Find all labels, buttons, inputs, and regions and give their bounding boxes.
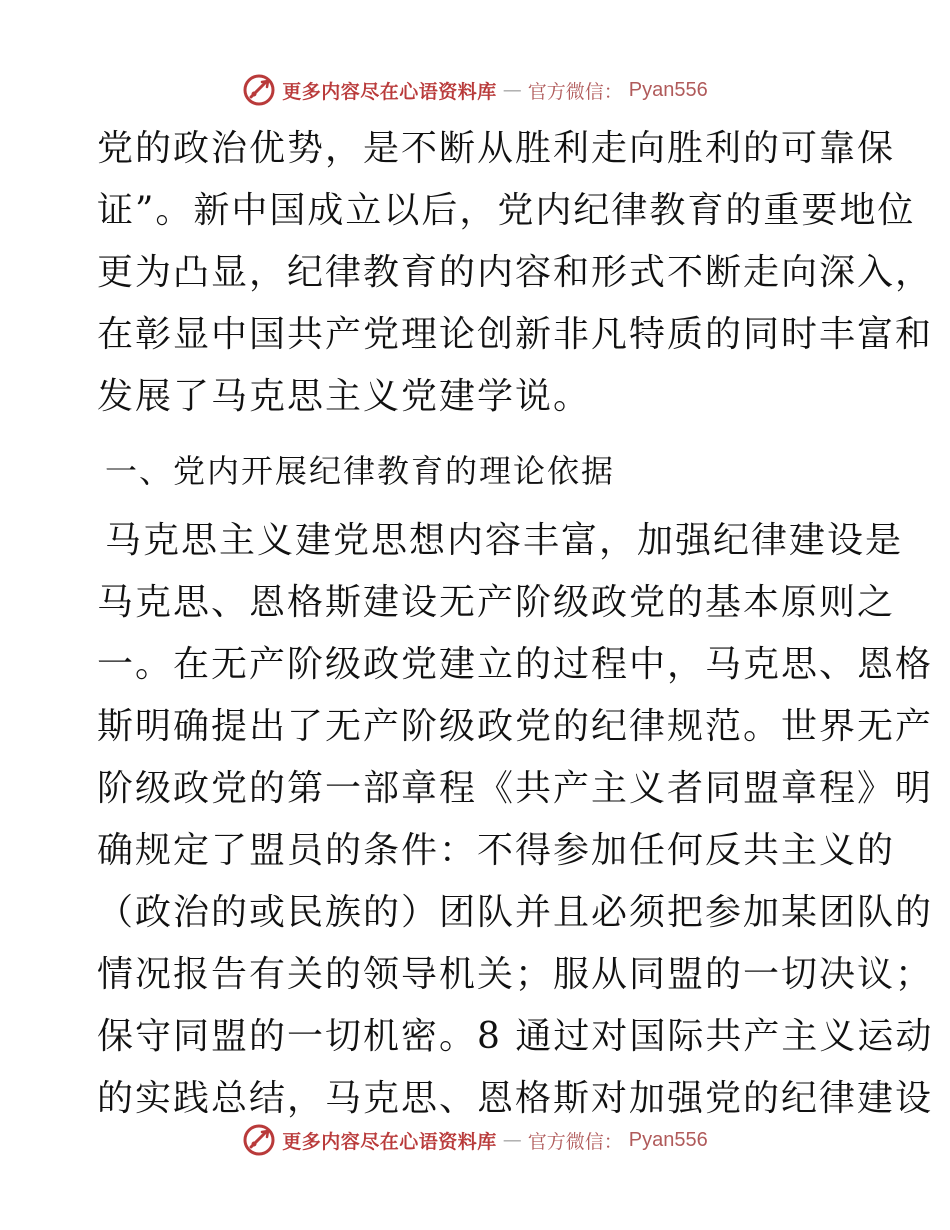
banner-dash: — (502, 1129, 522, 1151)
paragraph-2 (97, 510, 934, 1130)
text-line: 马克思、恩格斯建设无产阶级政党的基本原则之 (97, 582, 896, 623)
text-line: 党的政治优势，是不断从胜利走向胜利的可靠保 (97, 128, 896, 169)
text-line: 一。在无产阶级政党建立的过程中，马克思、恩格 (97, 644, 934, 685)
text-line: 情况报告有关的领导机关；服从同盟的一切决议； (97, 954, 934, 995)
brand-logo-icon (242, 1123, 276, 1157)
section-heading: 一、党内开展纪律教育的理论依据 (105, 452, 616, 490)
header-banner (0, 70, 950, 110)
text-line: （政治的或民族的）团队并且必须把参加某团队的 (97, 892, 934, 933)
text-line: 更为凸显，纪律教育的内容和形式不断走向深入， (97, 252, 934, 293)
text-line: 发展了马克思主义党建学说。 (97, 376, 592, 417)
text-line: 证”。新中国成立以后，党内纪律教育的重要地位 (97, 190, 916, 231)
banner-wechat-id: Pyan556 (628, 1128, 708, 1151)
brand-logo-icon (242, 73, 276, 107)
text-line: 在彰显中国共产党理论创新非凡特质的同时丰富和 (97, 314, 934, 355)
banner-wechat-label: 官方微信： (527, 80, 623, 103)
document-body (97, 118, 934, 1130)
text-line: 的实践总结，马克思、恩格斯对加强党的纪律建设 (97, 1078, 934, 1119)
text-line: 马克思主义建党思想内容丰富，加强纪律建设是 (105, 520, 904, 561)
footer-banner (0, 1120, 950, 1160)
banner-brand-text: 更多内容尽在心语资料库 (282, 80, 497, 103)
text-line: 确规定了盟员的条件：不得参加任何反共主义的 (97, 830, 896, 871)
text-line: 保守同盟的一切机密。8 通过对国际共产主义运动 (97, 1016, 934, 1057)
banner-brand-text: 更多内容尽在心语资料库 (282, 1130, 497, 1153)
text-line: 斯明确提出了无产阶级政党的纪律规范。世界无产 (97, 706, 934, 747)
text-line: 阶级政党的第一部章程《共产主义者同盟章程》明 (97, 768, 934, 809)
banner-dash: — (502, 79, 522, 101)
banner-wechat-id: Pyan556 (628, 78, 708, 101)
paragraph-1 (97, 118, 934, 428)
banner-wechat-label: 官方微信： (527, 1130, 623, 1153)
